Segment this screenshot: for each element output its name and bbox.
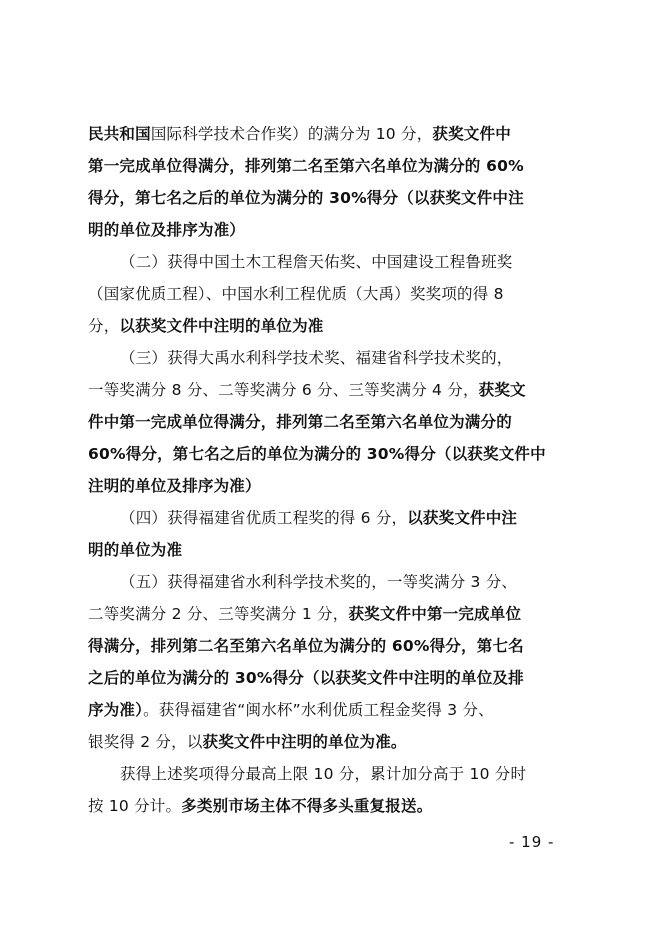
bold-text-segment: 明的单位为准 [88,541,183,559]
text-line [88,566,566,598]
text-segment: 按 10 分计。 [88,797,182,815]
text-segment: 一等奖满分 8 分、二等奖满分 6 分、三等奖满分 4 分， [88,381,479,399]
text-line [88,214,566,246]
text-line [88,662,566,694]
bold-text-segment: 民共和国 [88,125,151,143]
text-line [88,534,566,566]
bold-text-segment: 第一完成单位得满分，排列第二名至第六名单位为满分的 60% [88,157,524,175]
page-number: - 19 - [509,833,555,851]
text-line [88,374,566,406]
text-line [88,182,566,214]
text-line [88,502,566,534]
text-segment: 分， [88,317,120,335]
bold-text-segment: 之后的单位为满分的 30%得分（以获奖文件中注明的单位及排 [88,669,524,687]
text-line [88,630,566,662]
bold-text-segment: 获奖文 [478,381,526,399]
bold-text-segment: 注明的单位及排序为准） [88,477,261,495]
text-line [88,342,566,374]
text-line [88,278,566,310]
text-segment: 国际科学技术合作奖）的满分为 10 分， [150,125,433,143]
text-line [88,790,566,822]
text-line [88,118,566,150]
text-line [88,406,566,438]
text-line [88,150,566,182]
text-line [88,598,566,630]
bold-text-segment: 60%得分，第七名之后的单位为满分的 30%得分（以获奖文件中 [88,445,546,463]
text-segment: （三）获得大禹水利科学技术奖、福建省科学技术奖的， [120,349,513,367]
bold-text-segment: 以获奖文件中注 [407,509,518,527]
document-body [88,118,566,822]
bold-text-segment: 得满分，排列第二名至第六名单位为满分的 60%得分，第七名 [88,637,524,655]
text-segment: 获得上述奖项得分最高上限 10 分，累计加分高于 10 分时 [120,765,527,783]
bold-text-segment: 多类别市场主体不得多头重复报送。 [181,797,433,815]
text-line [88,470,566,502]
text-line [88,758,566,790]
bold-text-segment: 序为准） [88,701,144,719]
bold-text-segment: 以获奖文件中注明的单位为准 [119,317,324,335]
text-line [88,694,566,726]
bold-text-segment: 获奖文件中注明的单位为准。 [202,733,407,751]
text-segment: （国家优质工程）、中国水利工程优质（大禹）奖奖项的得 8 [88,285,504,303]
text-line [88,246,566,278]
bold-text-segment: 得分，第七名之后的单位为满分的 30%得分（以获奖文件中注 [88,189,524,207]
bold-text-segment: 获奖文件中第一完成单位 [348,605,522,623]
text-segment: （五）获得福建省水利科学技术奖的，一等奖满分 3 分、 [120,573,518,591]
text-segment: 二等奖满分 2 分、三等奖满分 1 分， [88,605,349,623]
text-line [88,438,566,470]
bold-text-segment: 件中第一完成单位得满分，排列第二名至第六名单位为满分的 [88,413,512,431]
text-segment: （二）获得中国土木工程詹天佑奖、中国建设工程鲁班奖 [120,253,513,271]
text-line [88,726,566,758]
text-line [88,310,566,342]
bold-text-segment: 明的单位及排序为准） [88,221,246,239]
bold-text-segment: 获奖文件中 [432,125,511,143]
text-segment: （四）获得福建省优质工程奖的得 6 分， [120,509,408,527]
text-segment: 。获得福建省“闽水杯”水利优质工程金奖得 3 分、 [143,701,494,719]
text-segment: 银奖得 2 分，以 [88,733,203,751]
